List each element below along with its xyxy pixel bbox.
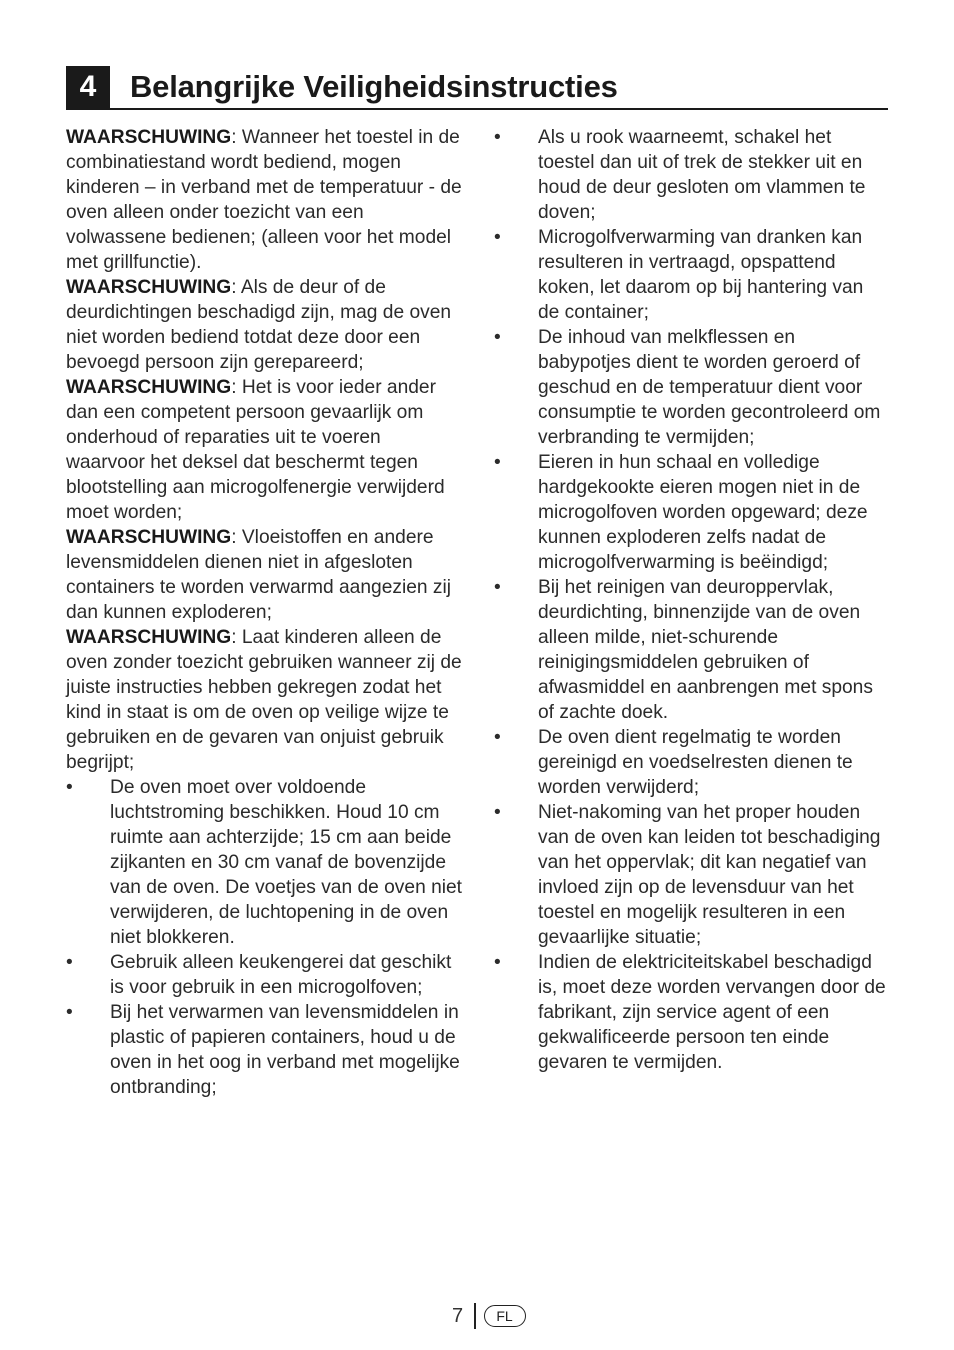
page-number: 7 (452, 1304, 464, 1327)
bullet-icon: • (494, 952, 501, 973)
warning-text: : Als de deur of de deurdichtingen beschadigd zijn, mag de oven niet worden bediend totdat deze door een bevoegd persoon zijn gerepareerd; (66, 277, 452, 373)
warning-text: : Laat kinderen alleen de oven zonder toezicht gebruiken wanneer zij de juiste instructies hebben gekregen zodat het kind in staat is om de oven op veilige wijze te gebruiken en de gevaren van onjuist gebruik begrijpt; (66, 627, 462, 773)
bullet-icon: • (494, 727, 501, 748)
list-item (494, 950, 888, 1075)
warning-label: WAARSCHUWING (66, 527, 232, 548)
list-item (494, 725, 888, 800)
warning-paragraph (66, 125, 464, 275)
page-footer (452, 1302, 526, 1330)
language-badge: FL (484, 1305, 526, 1327)
warning-label: WAARSCHUWING (66, 277, 232, 298)
warning-paragraph (66, 275, 464, 375)
footer-divider (474, 1303, 476, 1329)
warning-paragraph (66, 375, 464, 525)
list-item-text: Bij het verwarmen van levensmiddelen in plastic of papieren containers, houd u de oven in het oog in verband met mogelijke ontbranding; (110, 1002, 460, 1098)
warning-text: : Het is voor ieder ander dan een competent persoon gevaarlijk om onderhoud of reparaties uit te voeren waarvoor het deksel dat beschermt tegen blootstelling aan microgolfenergie verwijderd moet worden; (66, 377, 445, 523)
left-column (66, 125, 464, 1100)
list-item-text: Gebruik alleen keukengerei dat geschikt is voor gebruik in een microgolfoven; (110, 952, 452, 998)
list-item (494, 225, 888, 325)
list-item (494, 325, 888, 450)
bullet-icon: • (494, 802, 501, 823)
warning-paragraph (66, 525, 464, 625)
list-item-text: De oven dient regelmatig te worden gereinigd en voedselresten dienen te worden verwijderd; (538, 727, 853, 798)
right-bullet-list (494, 125, 888, 1075)
list-item-text: Microgolfverwarming van dranken kan resulteren in vertraagd, opspattend koken, let daarom op bij hantering van de container; (538, 227, 864, 323)
right-column (494, 125, 888, 1075)
list-item (494, 575, 888, 725)
bullet-icon: • (66, 952, 73, 973)
bullet-icon: • (494, 327, 501, 348)
bullet-icon: • (494, 577, 501, 598)
warning-label: WAARSCHUWING (66, 377, 232, 398)
list-item (494, 450, 888, 575)
bullet-icon: • (66, 1002, 73, 1023)
left-bullet-list (66, 775, 464, 1100)
list-item-text: Eieren in hun schaal en volledige hardgekookte eieren mogen niet in de microgolfoven worden opgeward; deze kunnen exploderen zelfs nadat de microgolfverwarming is beëindigd; (538, 452, 868, 573)
bullet-icon: • (494, 127, 501, 148)
list-item-text: Indien de elektriciteitskabel beschadigd is, moet deze worden vervangen door de fabrikant, zijn service agent of een gekwalificeerde persoon ten einde gevaren te vermijden. (538, 952, 886, 1073)
list-item-text: Als u rook waarneemt, schakel het toestel dan uit of trek de stekker uit en houd de deur gesloten om vlammen te doven; (538, 127, 866, 223)
list-item-text: Bij het reinigen van deuroppervlak, deurdichting, binnenzijde van de oven alleen milde, niet-schurende reinigingsmiddelen gebruiken of afwasmiddel en aanbrengen met spons of zachte doek. (538, 577, 873, 723)
list-item-text: Niet-nakoming van het proper houden van de oven kan leiden tot beschadiging van het oppervlak; dit kan negatief van invloed zijn op de levensduur van het toestel en mogelijk resulteren in een gevaarlijke situatie; (538, 802, 881, 948)
list-item (494, 125, 888, 225)
list-item (494, 800, 888, 950)
section-header (66, 66, 888, 110)
bullet-icon: • (494, 227, 501, 248)
warning-text: : Wanneer het toestel in de combinatiestand wordt bediend, mogen kinderen – in verband met de temperatuur - de oven alleen onder toezicht van een volwassene bedienen; (alleen voor het model met grillfunctie). (66, 127, 462, 273)
section-number-badge: 4 (66, 66, 110, 108)
list-item-text: De inhoud van melkflessen en babypotjes dient te worden geroerd of geschud en de temperatuur dient voor consumptie te worden gecontroleerd om verbranding te vermijden; (538, 327, 881, 448)
bullet-icon: • (66, 777, 73, 798)
warning-label: WAARSCHUWING (66, 127, 232, 148)
list-item (66, 775, 464, 950)
list-item (66, 950, 464, 1000)
warning-label: WAARSCHUWING (66, 627, 232, 648)
warning-paragraph (66, 625, 464, 775)
list-item-text: De oven moet over voldoende luchtstroming beschikken. Houd 10 cm ruimte aan achterzijde; 15 cm aan beide zijkanten en 30 cm vanaf de bovenzijde van de oven. De voetjes van de oven niet verwijderen, de luchtopening in de oven niet blokkeren. (110, 777, 463, 948)
bullet-icon: • (494, 452, 501, 473)
page-title: Belangrijke Veiligheidsinstructies (130, 69, 618, 104)
list-item (66, 1000, 464, 1100)
warning-text: : Vloeistoffen en andere levensmiddelen dienen niet in afgesloten containers te worden verwarmd aangezien zij dan kunnen exploderen; (66, 527, 452, 623)
